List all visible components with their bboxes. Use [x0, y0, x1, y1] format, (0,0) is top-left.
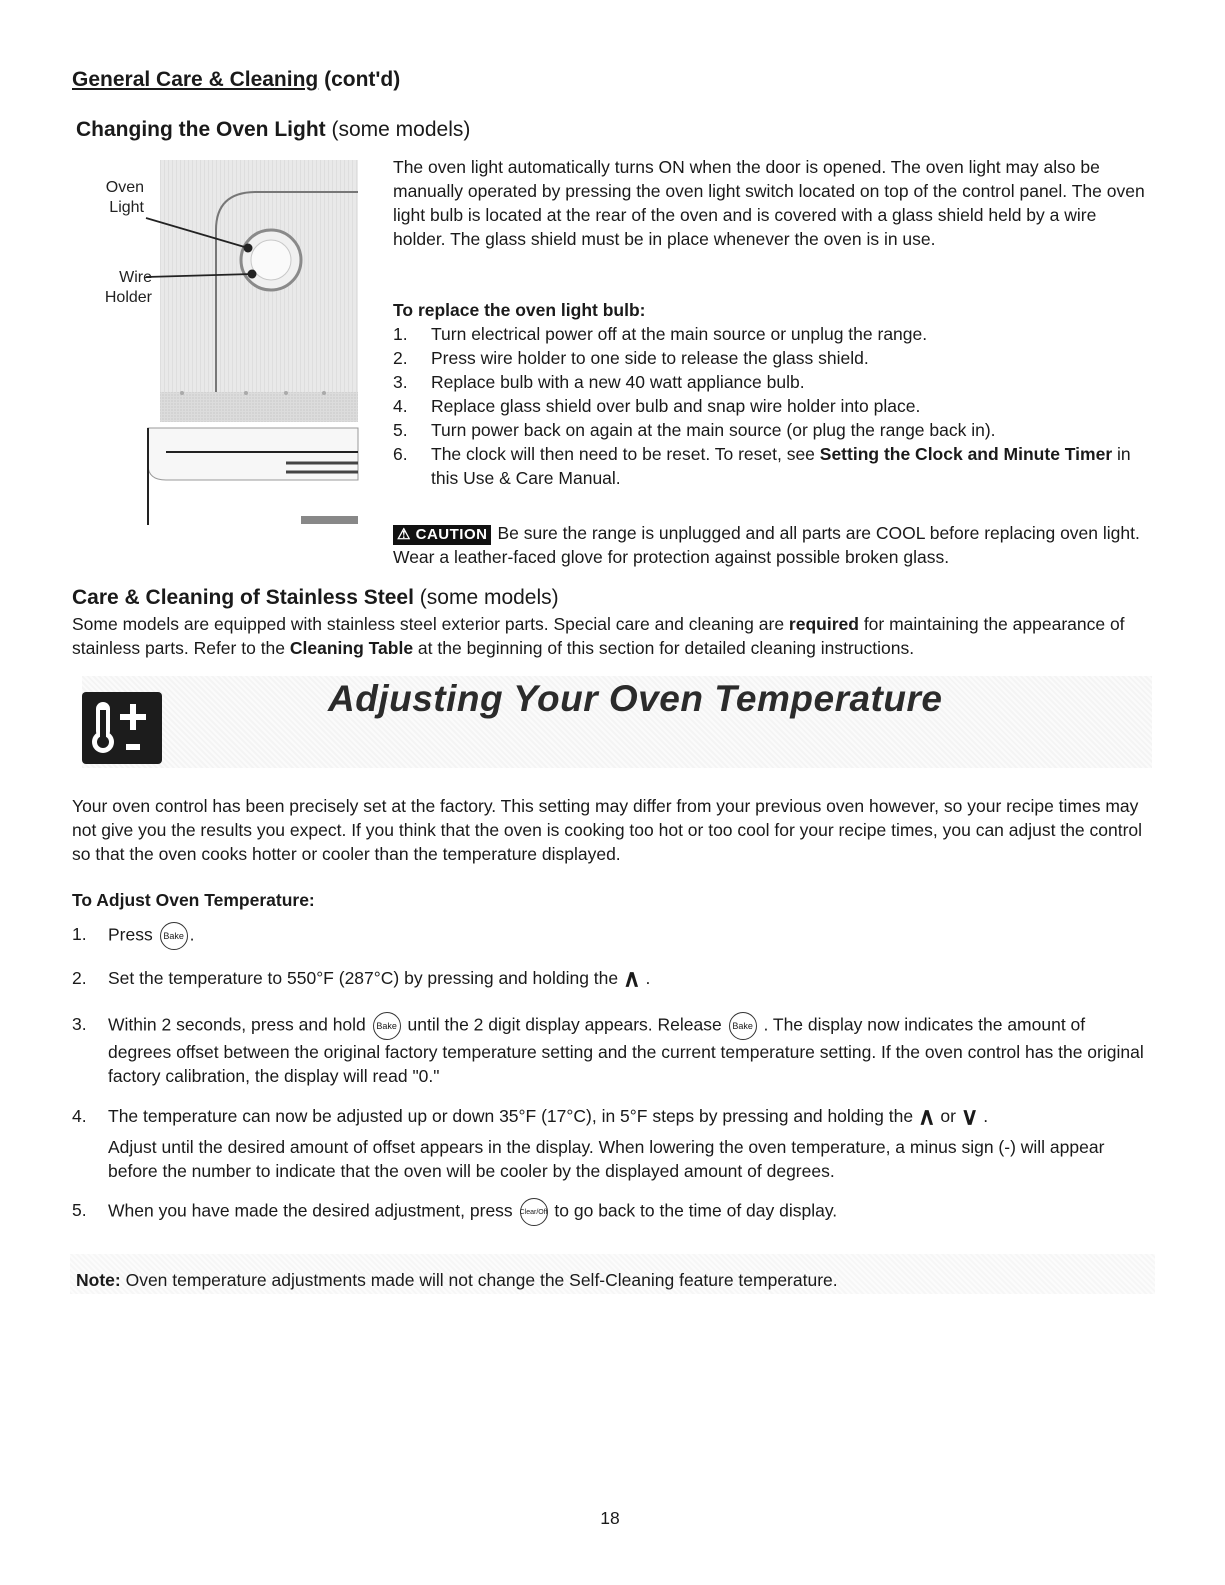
stainless-t2: for maintaining the appearance of stainless parts. Refer to the [72, 614, 1125, 658]
stainless-heading [72, 586, 559, 610]
thermometer-icon [82, 692, 162, 764]
step-number: 3. [393, 372, 408, 392]
wire-holder-label: Wire Holder [104, 269, 152, 306]
step-number: 4. [393, 396, 408, 416]
adjust-step-3 [72, 1012, 1152, 1088]
bake-button-icon: Bake [160, 922, 188, 950]
note [76, 1268, 1156, 1292]
step-text: . The display now indicates the amount of degrees offset between the original factory temperature setting and the current temperature setting. If the oven control has the original factory calibration, the display will read "0." [108, 1014, 1144, 1086]
list-item [393, 346, 1153, 370]
caution-text: Be sure the range is unplugged and all parts are COOL before replacing oven light. Wear a leather-faced glove for protection against possible broken glass. [393, 523, 1140, 567]
adjust-step-2 [72, 966, 1152, 991]
note-text: Oven temperature adjustments made will not change the Self-Cleaning feature temperature. [120, 1270, 838, 1290]
note-label: Note: [76, 1270, 121, 1290]
step-text: Replace bulb with a new 40 watt appliance bulb. [431, 372, 805, 392]
step-text: Press wire holder to one side to release the glass shield. [431, 348, 869, 368]
oven-light-heading [76, 118, 470, 142]
clear-off-button-icon: Clear/Off [520, 1198, 548, 1226]
caution-label: CAUTION [415, 526, 488, 543]
replace-bulb-steps [393, 322, 1153, 490]
step-text: When you have made the desired adjustment, press [108, 1200, 518, 1221]
adjust-step-5 [72, 1198, 1152, 1226]
replace-bulb-heading: To replace the oven light bulb: [393, 300, 646, 320]
oven-light-heading-bold: Changing the Oven Light [76, 118, 326, 141]
banner-title: Adjusting Your Oven Temperature [328, 678, 943, 719]
page-number: 18 [600, 1508, 620, 1528]
stainless-heading-normal: (some models) [419, 586, 559, 609]
step-text: or [935, 1106, 961, 1126]
step-number: 6. [393, 444, 408, 464]
up-arrow-icon: ∧ [623, 965, 641, 993]
oven-light-figure [96, 160, 361, 530]
up-arrow-icon: ∧ [917, 1103, 936, 1131]
step-number: 3. [72, 1014, 87, 1034]
step-number: 4. [72, 1106, 87, 1126]
list-item [393, 394, 1153, 418]
adjust-step-4 [72, 1104, 1152, 1183]
step-number: 5. [72, 1200, 87, 1220]
list-item [393, 418, 1153, 442]
step-text: Turn power back on again at the main source (or plug the range back in). [431, 420, 996, 440]
caution-block [393, 521, 1153, 569]
step-text: Replace glass shield over bulb and snap wire holder into place. [431, 396, 921, 416]
adjust-intro: Your oven control has been precisely set at the factory. This setting may differ from your previous oven however, so your recipe times may not give you the results you expect. If you think that the oven is cooking too hot or too cool for your recipe times, you can adjust the control so that the oven cooks hotter or cooler than the temperature displayed. [72, 796, 1143, 864]
step-ref-bold: Setting the Clock and Minute Timer [819, 444, 1113, 464]
oven-light-intro: The oven light automatically turns ON when the door is opened. The oven light may also be manually operated by pressing the oven light switch located on top of the control panel. The oven light bulb is located at the rear of the oven and is covered with a glass shield held by a wire holder. The glass shield must be in place whenever the oven is in use. [393, 157, 1145, 249]
step-text: . [189, 924, 195, 945]
stainless-t1: Some models are equipped with stainless steel exterior parts. Special care and cleaning are [72, 614, 789, 634]
section-header [72, 68, 400, 92]
oven-light-label: Oven Light [105, 179, 144, 216]
down-arrow-icon: ∨ [960, 1103, 979, 1131]
step-text: Press [108, 924, 158, 945]
bake-button-icon: Bake [373, 1012, 401, 1040]
step-text: . [640, 968, 651, 988]
step-text: . [978, 1106, 989, 1126]
stainless-b2: Cleaning Table [289, 638, 414, 658]
step-text: The clock will then need to be reset. To reset, see [431, 444, 820, 464]
list-item [393, 322, 1153, 346]
adjust-subheading: To Adjust Oven Temperature: [72, 890, 315, 910]
oven-light-heading-normal: (some models) [325, 118, 471, 141]
step-text: until the 2 digit display appears. Release [402, 1014, 727, 1035]
caution-badge: ⚠ CAUTION [393, 525, 491, 545]
stainless-t3: at the beginning of this section for detailed cleaning instructions. [413, 638, 915, 658]
step-number: 5. [393, 420, 408, 440]
adjust-step-4-detail: Adjust until the desired amount of offset appears in the display. When lowering the oven temperature, a minus sign (-) will appear before the number to indicate that the oven will be cooler by the displayed amount of degrees. [108, 1137, 1105, 1182]
step-number: 2. [72, 968, 87, 988]
step-text: The temperature can now be adjusted up or down 35°F (17°C), in 5°F steps by pressing and holding the [108, 1106, 918, 1126]
bake-button-icon: Bake [729, 1012, 757, 1040]
step-text: to go back to the time of day display. [549, 1200, 838, 1221]
step-number: 1. [72, 924, 87, 944]
step-text: Within 2 seconds, press and hold [108, 1014, 371, 1035]
step-number: 1. [393, 324, 408, 344]
step-text: in this Use & Care Manual. [431, 444, 1131, 488]
list-item [393, 442, 1153, 490]
stainless-b1: required [788, 614, 859, 634]
adjust-step-1 [72, 922, 1152, 950]
step-text: Turn electrical power off at the main source or unplug the range. [431, 324, 928, 344]
stainless-text [72, 612, 1157, 660]
section-title-suffix: (cont'd) [318, 68, 401, 91]
section-title: General Care & Cleaning [72, 68, 319, 91]
step-text: Set the temperature to 550°F (287°C) by pressing and holding the [108, 968, 623, 988]
stainless-heading-bold: Care & Cleaning of Stainless Steel [72, 586, 414, 609]
step-number: 2. [393, 348, 408, 368]
list-item [393, 370, 1153, 394]
